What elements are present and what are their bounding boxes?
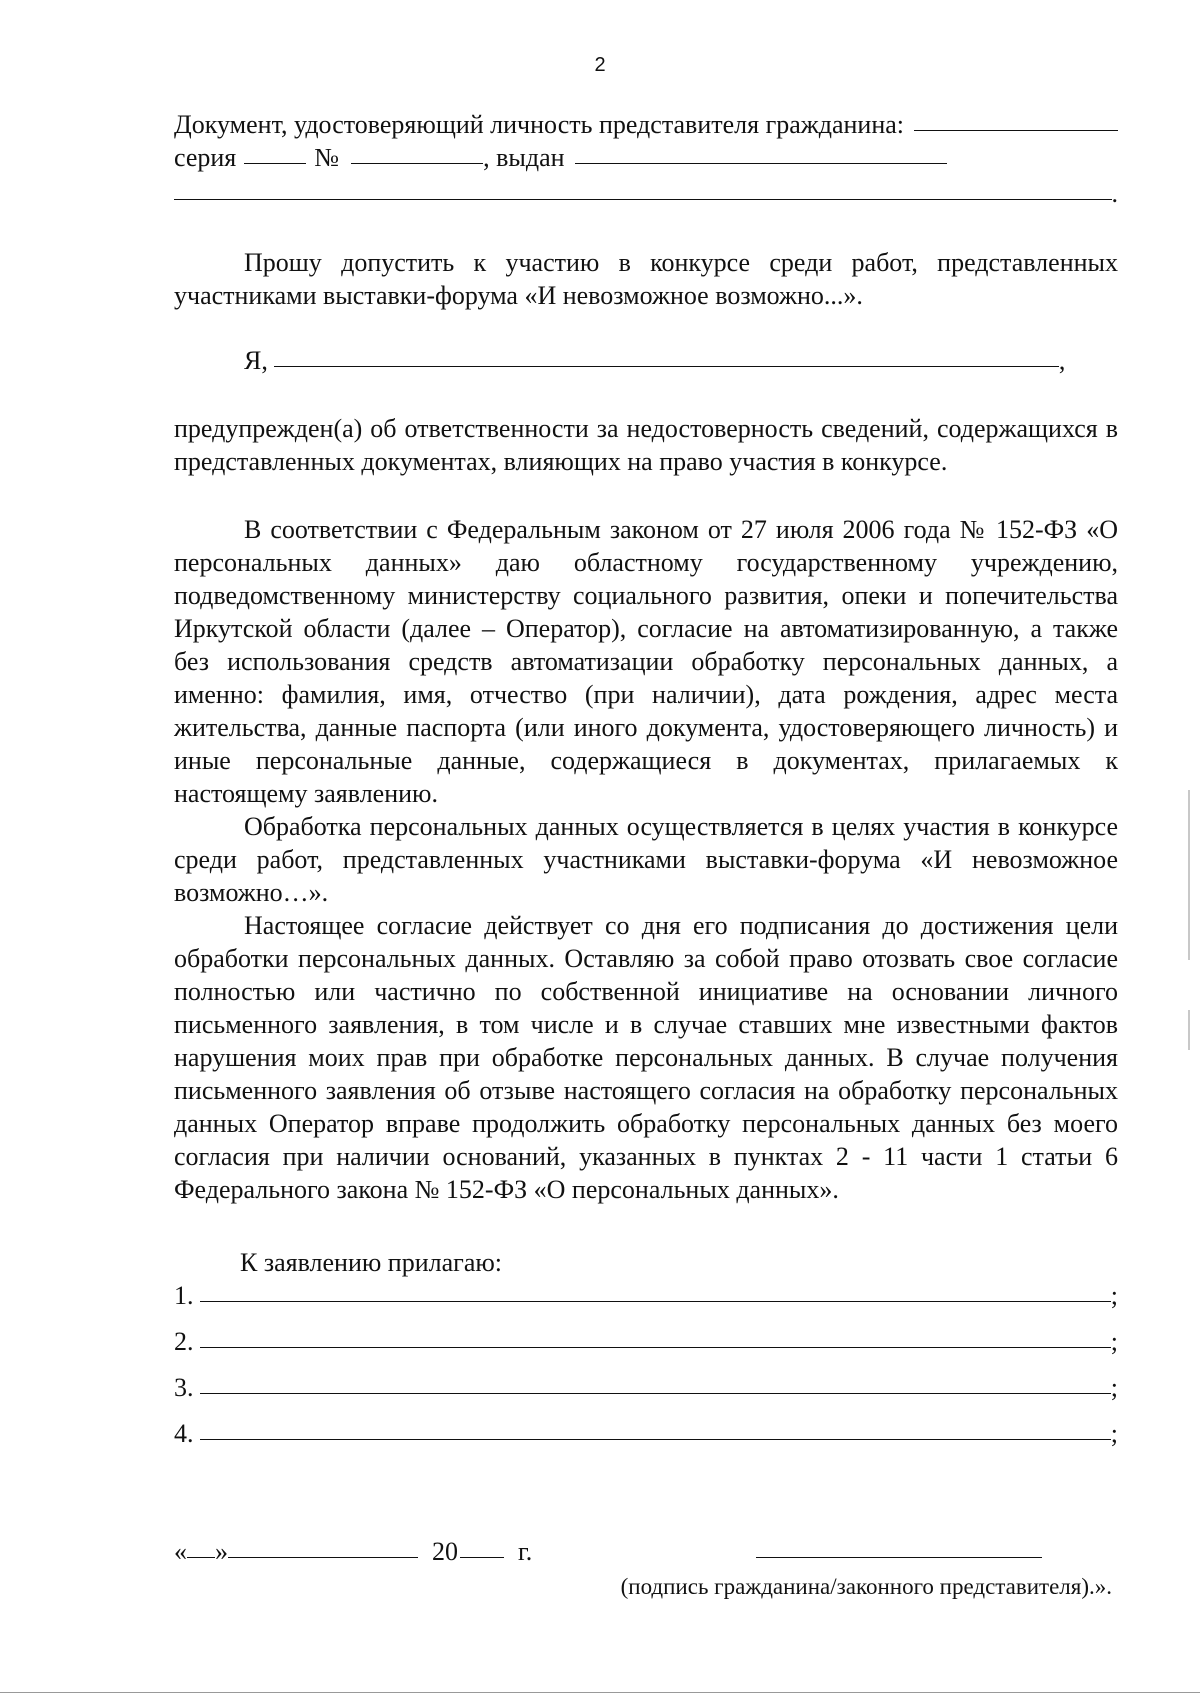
number-label: № (314, 143, 340, 172)
date-month-blank (228, 1556, 418, 1558)
attachments-list (174, 1279, 1118, 1463)
attachment-blank (200, 1300, 1111, 1302)
attachment-end-mark: ; (1110, 1327, 1118, 1356)
warned-paragraph: предупрежден(а) об ответственности за недостоверность сведений, содержащихся в представленных документах, влияющих на право участия в конкурсе. (174, 414, 1118, 476)
attachment-end-mark: ; (1110, 1373, 1118, 1402)
attachment-blank (200, 1392, 1111, 1394)
date-signature-line (174, 1535, 1118, 1568)
attachment-item (174, 1371, 1118, 1417)
date-close-quote: » (215, 1537, 228, 1566)
ya-label: Я, (244, 346, 268, 375)
issued-label: , выдан (483, 143, 565, 172)
request-paragraph: Прошу допустить к участию в конкурсе среди работ, представленных участниками выставки-форума «И невозможное возможно...». (174, 248, 1118, 310)
date-year-prefix: 20 (432, 1537, 458, 1566)
attachment-blank (200, 1346, 1111, 1348)
attachment-number: 2. (174, 1327, 194, 1356)
scan-edge-mark (1188, 790, 1190, 960)
series-label: серия (174, 143, 237, 172)
date-open-quote: « (174, 1537, 187, 1566)
date-day-blank (187, 1556, 215, 1558)
scan-bottom-edge (0, 1692, 1200, 1693)
attachment-item (174, 1279, 1118, 1325)
id-document-line (174, 108, 1118, 141)
consent-paragraph-1: В соответствии с Федеральным законом от 27 июля 2006 года № 152-ФЗ «О персональных данных» даю областному государственному учреждению, подведомственному министерству социального развития, опеки и попечительства Иркутской области (далее – Оператор), согласие на автоматизированную, а также без использования средств автоматизации обработку персональных данных, а именно: фамилия, имя, отчество (при наличии), дата рождения, адрес места жительства, данные паспорта (или иного документа, удостоверяющего личность) и иные персональные данные, содержащиеся в документах, прилагаемых к настоящему заявлению. (174, 515, 1118, 808)
attachment-end-mark: ; (1110, 1419, 1118, 1448)
number-blank (351, 162, 483, 164)
attachments-heading: К заявлению прилагаю: (240, 1248, 503, 1277)
attachment-number: 4. (174, 1419, 194, 1448)
issued-continuation-line (174, 177, 1118, 210)
attachment-end-mark: ; (1110, 1281, 1118, 1310)
date-year-blank (460, 1556, 504, 1558)
attachment-number: 3. (174, 1373, 194, 1402)
issued-continuation-blank (174, 198, 1112, 200)
consent-paragraph-2: Обработка персональных данных осуществляется в целях участия в конкурсе среди работ, представленных участниками выставки-форума «И невозможное возможно…». (174, 812, 1118, 907)
consent-paragraph-3: Настоящее согласие действует со дня его подписания до достижения цели обработки персональных данных. Оставляю за собой право отозвать свое согласие полностью или частично по собственной инициативе на основании личного письменного заявления, в том числе и в случае ставших мне известными фактов нарушения моих прав при обработке персональных данных. В случае получения письменного заявления об отзыве настоящего согласия на обработку персональных данных Оператор вправе продолжить обработку персональных данных без моего согласия при наличии оснований, указанных в пунктах 2 - 11 части 1 статьи 6 Федерального закона № 152-ФЗ «О персональных данных». (174, 911, 1118, 1204)
ya-name-blank (274, 365, 1059, 367)
date-year-suffix: г. (518, 1537, 533, 1566)
issued-blank (575, 162, 947, 164)
attachment-item (174, 1325, 1118, 1371)
signature-blank (756, 1556, 1042, 1558)
page-number: 2 (594, 54, 606, 76)
series-line (174, 141, 1118, 174)
attachment-item (174, 1417, 1118, 1463)
attachment-blank (200, 1438, 1111, 1440)
scan-edge-mark (1188, 1010, 1190, 1050)
signature-caption: (подпись гражданина/законного представителя).». (620, 1574, 1112, 1599)
ya-line (174, 344, 1118, 377)
issued-end-mark: . (1111, 179, 1118, 208)
ya-end-mark: , (1058, 346, 1066, 375)
id-document-label: Документ, удостоверяющий личность представителя гражданина: (174, 110, 905, 139)
id-document-blank (914, 129, 1118, 131)
series-blank (244, 162, 306, 164)
attachment-number: 1. (174, 1281, 194, 1310)
document-body (174, 108, 1118, 1603)
